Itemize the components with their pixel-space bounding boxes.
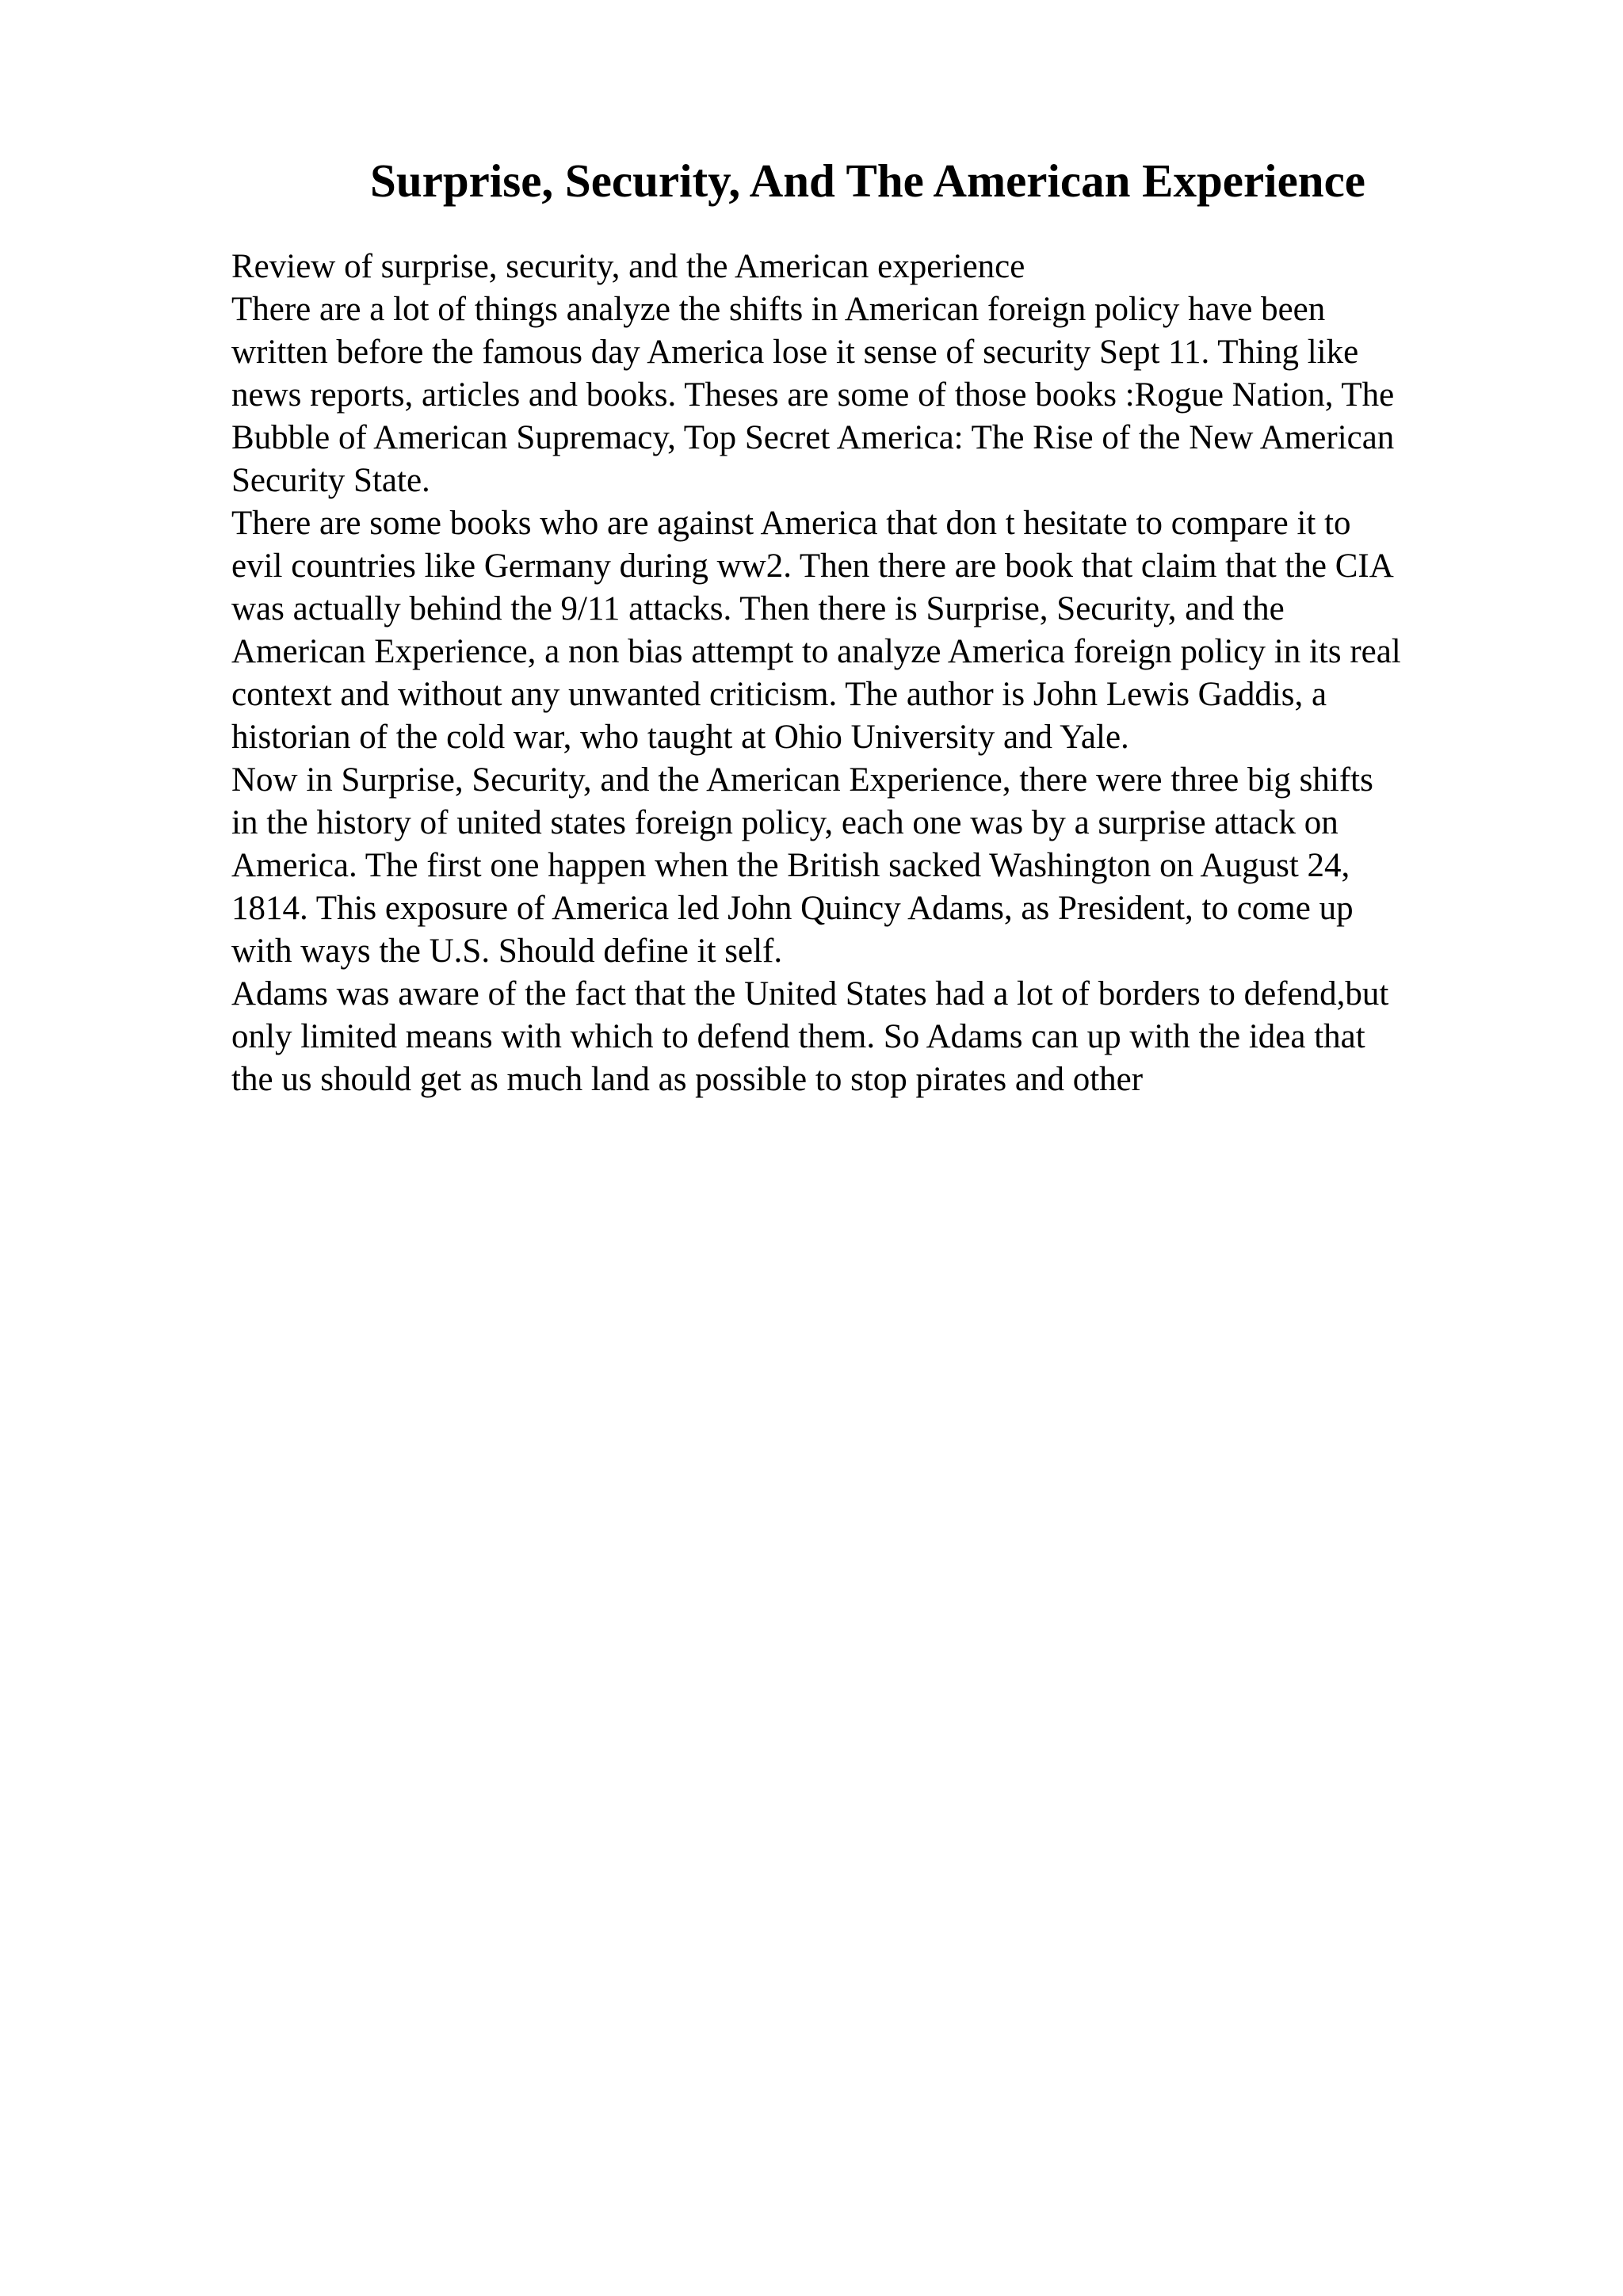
body-line: news reports, articles and books. Theses are some of those books :Rogue Nation, The <box>231 376 1395 414</box>
body-line: evil countries like Germany during ww2. Then there are book that claim that the CIA <box>231 547 1394 585</box>
body-line: written before the famous day America lose it sense of security Sept 11. Thing like <box>231 334 1359 371</box>
body-line: only limited means with which to defend them. So Adams can up with the idea that <box>231 1018 1365 1055</box>
body-line: Security State. <box>231 462 430 499</box>
body-line: Adams was aware of the fact that the United States had a lot of borders to defend,but <box>231 975 1389 1013</box>
body-line: in the history of united states foreign policy, each one was by a surprise attack on <box>231 804 1338 841</box>
body-line: Review of surprise, security, and the American experience <box>231 248 1025 285</box>
body-line: American Experience, a non bias attempt to analyze America foreign policy in its real <box>231 633 1401 670</box>
body-line: There are some books who are against America that don t hesitate to compare it to <box>231 505 1351 542</box>
body-line: context and without any unwanted criticism. The author is John Lewis Gaddis, a <box>231 676 1327 713</box>
body-line: America. The first one happen when the British sacked Washington on August 24, <box>231 847 1350 884</box>
body-line: historian of the cold war, who taught at Ohio University and Yale. <box>231 719 1129 756</box>
body-line: Bubble of American Supremacy, Top Secret America: The Rise of the New American <box>231 419 1395 456</box>
body-line: was actually behind the 9/11 attacks. Then there is Surprise, Security, and the <box>231 590 1285 627</box>
document-body <box>231 246 1594 1101</box>
body-line: 1814. This exposure of America led John Quincy Adams, as President, to come up <box>231 890 1354 927</box>
body-line: There are a lot of things analyze the shifts in American foreign policy have been <box>231 291 1326 328</box>
body-line: the us should get as much land as possible to stop pirates and other <box>231 1061 1144 1098</box>
document-title: Surprise, Security, And The American Experience <box>370 154 1365 207</box>
body-line: with ways the U.S. Should define it self. <box>231 933 783 970</box>
body-line: Now in Surprise, Security, and the American Experience, there were three big shifts <box>231 761 1373 799</box>
